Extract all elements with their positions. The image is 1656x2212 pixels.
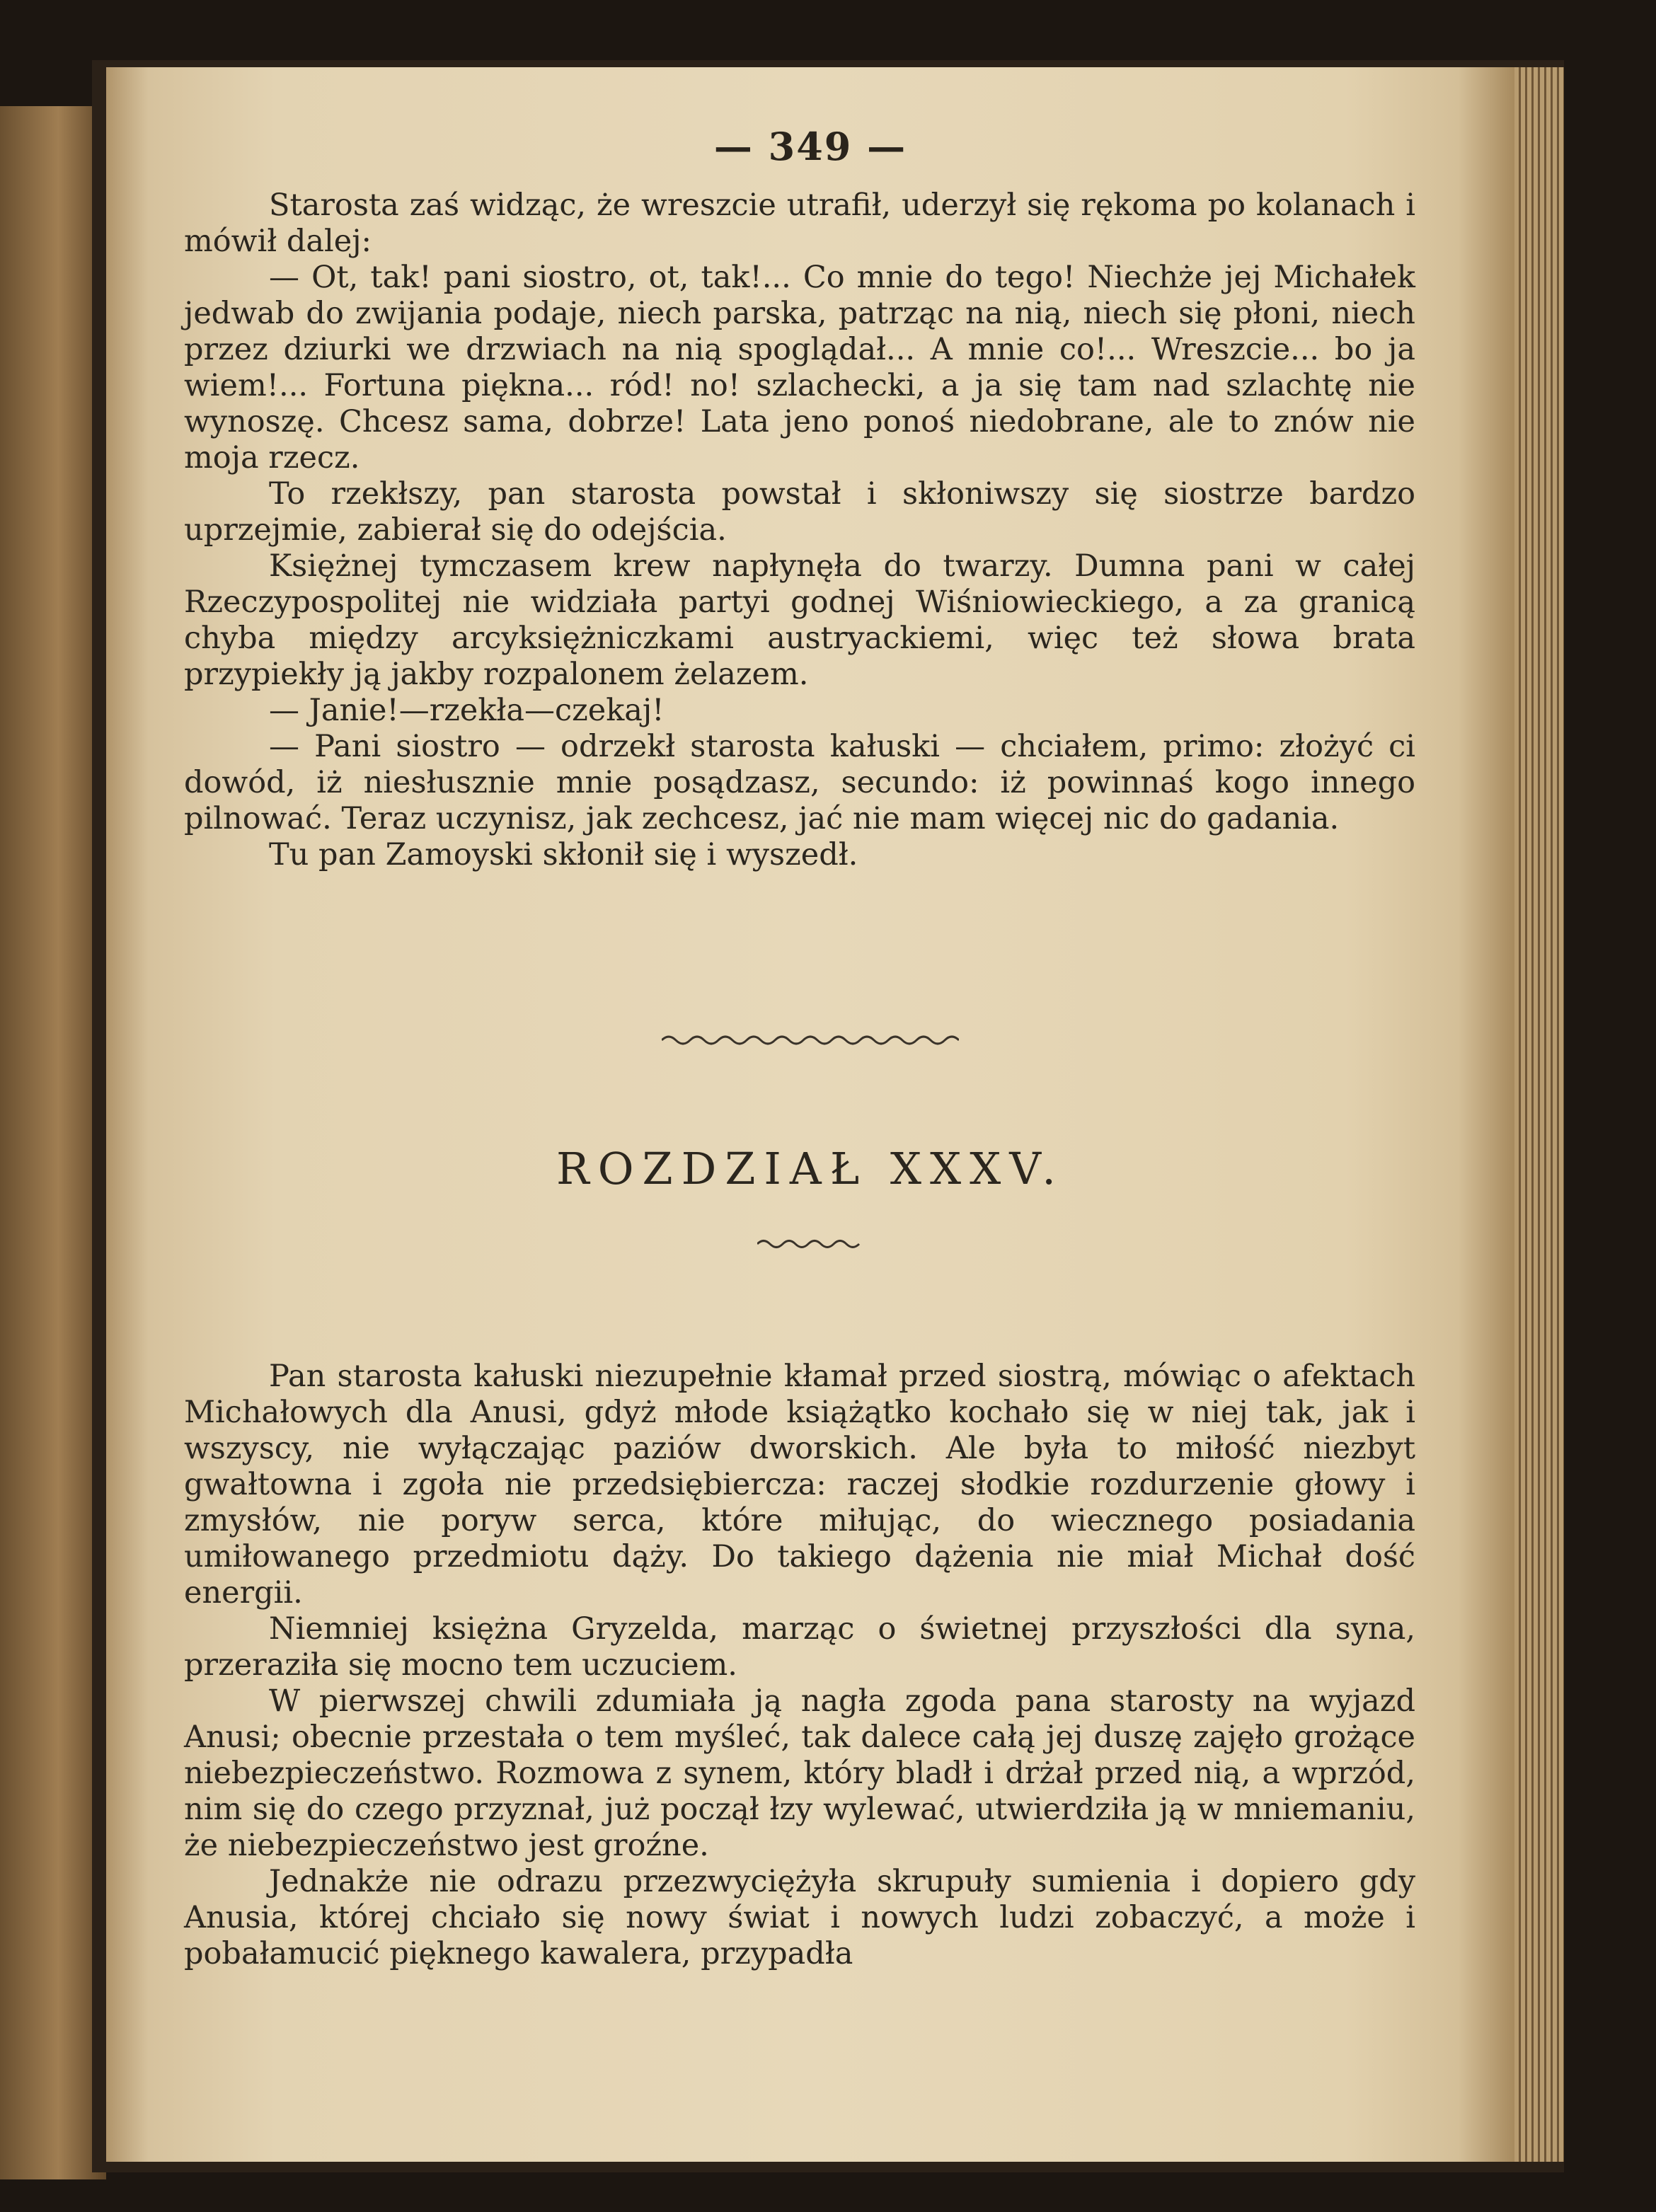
header-dash-right: — bbox=[867, 124, 907, 169]
header-dash-left: — bbox=[713, 124, 754, 169]
paragraph: To rzekłszy, pan starosta powstał i skłoniwszy się siostrze bardzo uprzejmie, zabierał się do odejścia. bbox=[184, 476, 1415, 548]
paragraph: — Janie!—rzekła—czekaj! bbox=[269, 693, 665, 728]
paragraph: W pierwszej chwili zdumiała ją nagła zgoda pana starosty na wyjazd Anusi; obecnie przestała o tem myśleć, tak dalece całą jej duszę zajęło grożące niebezpieczeństwo. Rozmowa z synem, który bladł i drżał przed nią, a wprzód, nim się do czego przyznał, już począł łzy wylewać, utwierdziła ją w mniemaniu, że niebezpieczeństwo jest groźne. bbox=[184, 1683, 1415, 1863]
page-stack-edges bbox=[1514, 67, 1564, 2162]
book-page bbox=[106, 67, 1514, 2162]
paragraph: Tu pan Zamoyski skłonił się i wyszedł. bbox=[269, 837, 858, 872]
paragraph: — Ot, tak! pani siostro, ot, tak!... Co mnie do tego! Niechże jej Michałek jedwab do zwijania podaje, niech parska, patrząc na nią, niech się płoni, niech przez dziurki we drzwiach na nią spoglądał... A mnie co!... Wreszcie... bo ja wiem!... Fortuna piękna... ród! no! szlachecki, a ja się tam nad szlachtę nie wynoszę. Chcesz sama, dobrze! Lata jeno ponoś niedobrane, ale to znów nie moja rzecz. bbox=[184, 260, 1415, 476]
paragraph: — Pani siostro — odrzekł starosta kałuski — chciałem, primo: złożyć ci dowód, iż niesłusznie mnie posądzasz, secundo: iż powinnaś kogo innego pilnować. Teraz uczynisz, jak zechcesz, jać nie mam więcej nic do gadania. bbox=[184, 729, 1415, 836]
paragraph: Starosta zaś widząc, że wreszcie utrafił, uderzył się rękoma po kolanach i mówił dalej: bbox=[184, 188, 1415, 259]
chapter-title-ornament bbox=[106, 1235, 1514, 1256]
section-divider-ornament bbox=[106, 1030, 1514, 1054]
paragraph: Jednakże nie odrazu przezwyciężyła skrupuły sumienia i dopiero gdy Anusia, której chciało się nowy świat i nowych ludzi zobaczyć, a może i pobałamucić pięknego kawalera, przypadła bbox=[184, 1864, 1415, 1971]
wavy-line-icon bbox=[757, 1235, 863, 1253]
paragraph: Księżnej tymczasem krew napłynęła do twarzy. Dumna pani w całej Rzeczypospolitej nie widziała partyi godnej Wiśniowieckiego, a za granicą chyba między arcyksiężniczkami austryackiemi, więc też słowa brata przypiekły ją jakby rozpalonem żelazem. bbox=[184, 548, 1415, 692]
page-number: 349 bbox=[768, 124, 853, 169]
chapter-end-text bbox=[184, 188, 1415, 873]
paragraph: Niemniej księżna Gryzelda, marząc o świetnej przyszłości dla syna, przeraziła się mocno tem uczuciem. bbox=[184, 1611, 1415, 1683]
chapter-title: ROZDZIAŁ XXXV. bbox=[556, 1143, 1064, 1194]
page-header bbox=[106, 124, 1514, 169]
paragraph: Pan starosta kałuski niezupełnie kłamał przed siostrą, mówiąc o afektach Michałowych dla Anusi, gdyż młode książątko kochało się w niej tak, jak i wszyscy, nie wyłączając paziów dworskich. Ale była to miłość niezbyt gwałtowna i zgoła nie przedsiębiercza: raczej słodkie rozdurzenie głowy i zmysłów, nie poryw serca, które miłując, do wiecznego posiadania umiłowanego przedmiotu dąży. Do takiego dążenia nie miał Michał dość energii. bbox=[184, 1359, 1415, 1611]
chapter-body-text bbox=[184, 1359, 1415, 1972]
wavy-line-icon bbox=[662, 1030, 959, 1051]
left-page-edge bbox=[0, 106, 106, 2179]
